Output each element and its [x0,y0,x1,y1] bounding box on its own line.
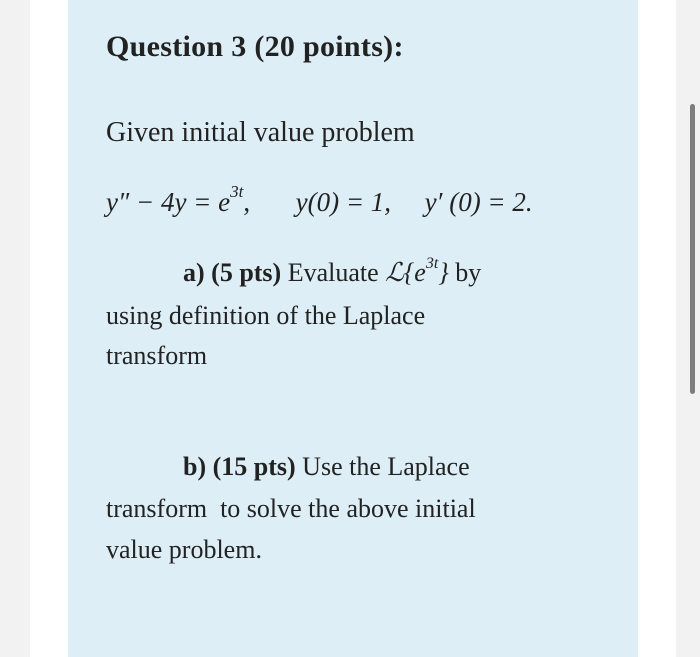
laplace-open: {e [403,258,426,287]
ode-equation [106,182,533,218]
part-b-line-3: value problem. [106,535,262,564]
part-b-line-1-rest: Use the Laplace [302,452,470,481]
part-a-text-post: by [455,258,482,287]
part-b-line-2: transform to solve the above initial [106,494,476,523]
part-a-text-pre: Evaluate [287,258,379,287]
part-a-label: a) (5 pts) [183,258,282,287]
part-a-line-3: transform [106,341,208,370]
laplace-symbol: ℒ [385,258,404,288]
part-a-line-1 [183,255,482,288]
initial-condition-2: y′ (0) = 2. [424,187,533,217]
initial-condition-1: y(0) = 1, [295,187,392,217]
scrollbar[interactable] [690,104,695,394]
part-b-label: b) (15 pts) [183,452,296,481]
laplace-expression [385,255,449,288]
ode-lhs: y″ − 4y = e [106,187,231,217]
question-heading: Question 3 (20 points): [106,30,404,63]
laplace-close: } [438,258,449,287]
laplace-exponent: 3t [425,255,439,272]
intro-text: Given initial value problem [106,117,415,148]
ode-exponent: 3t [230,182,244,201]
part-b-line-1 [183,452,470,482]
part-a-line-2: using definition of the Laplace [106,301,426,330]
ode-separator: , [243,187,251,217]
